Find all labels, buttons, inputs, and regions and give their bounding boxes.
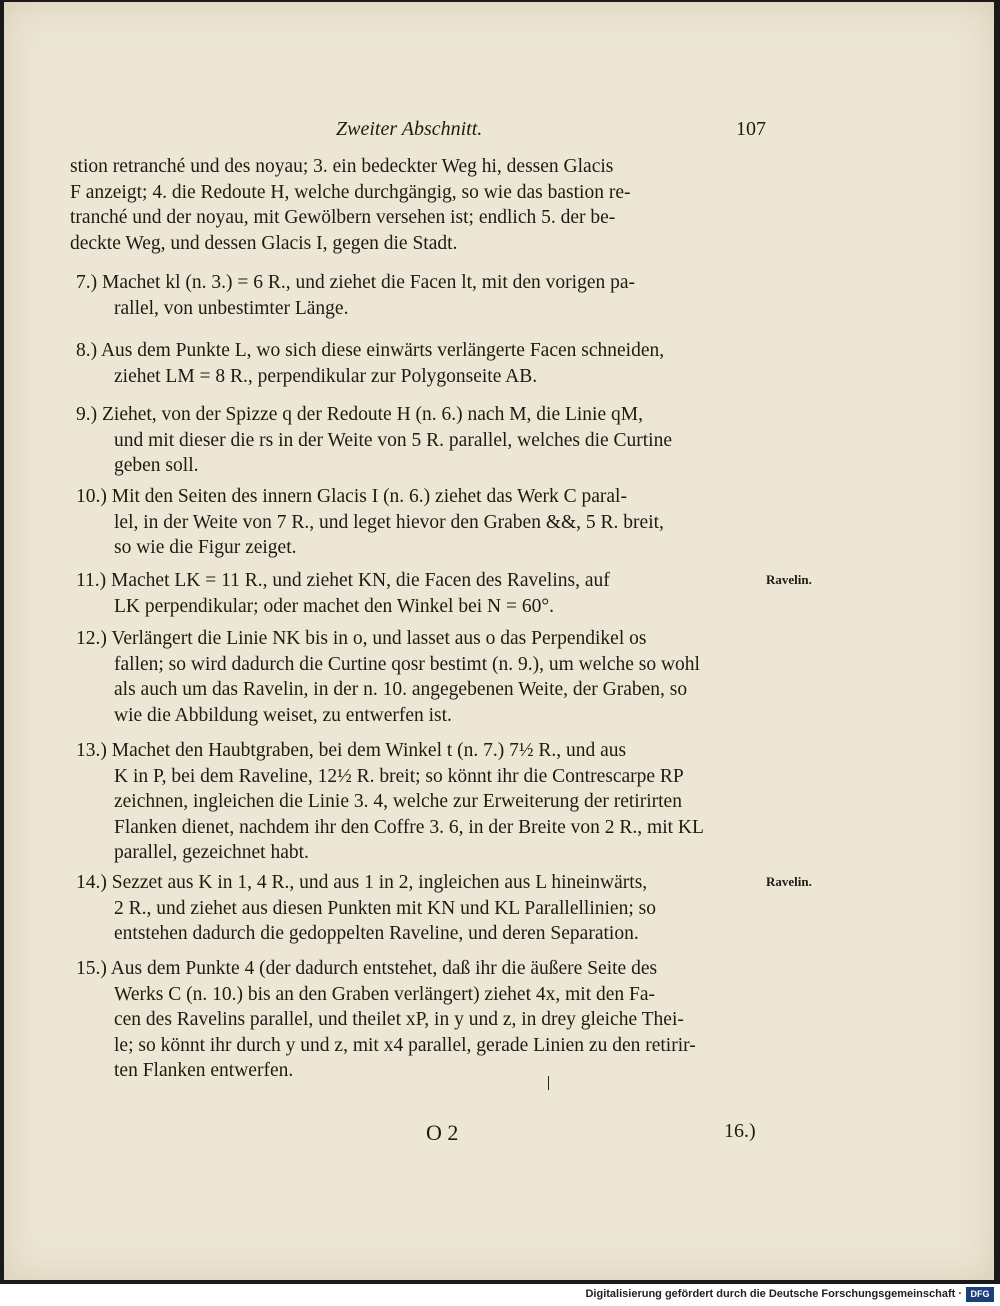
paragraph-line: Werks C (n. 10.) bis an den Graben verlängert) ziehet 4x, mit den Fa- <box>114 983 656 1005</box>
intro-text <box>70 154 770 256</box>
paragraph-line: Machet kl (n. 3.) = 6 R., und ziehet die Facen lt, mit den vorigen pa- <box>102 272 636 293</box>
paragraph-line: 2 R., und ziehet aus diesen Punkten mit KN und KL Parallellinien; so <box>114 897 656 919</box>
credit-text: Digitalisierung gefördert durch die Deutsche Forschungsgemeinschaft · <box>585 1288 962 1300</box>
paragraph-7 <box>76 270 776 321</box>
paragraph-line: LK perpendikular; oder machet den Winkel bei N = 60°. <box>114 595 555 617</box>
paragraph-line: so wie die Figur zeiget. <box>114 537 297 558</box>
paragraph-13 <box>76 738 776 866</box>
paragraph-line: und mit dieser die rs in der Weite von 5 R. parallel, welches die Curtine <box>114 429 673 451</box>
paragraph-line: Mit den Seiten des innern Glacis I (n. 6.) ziehet das Werk C paral- <box>111 486 627 507</box>
paragraph-line: parallel, gezeichnet habt. <box>114 842 309 863</box>
paragraph-12 <box>76 626 776 728</box>
paragraph-8 <box>76 338 776 389</box>
running-head <box>336 118 766 148</box>
paragraph-number: 12.) <box>76 628 107 649</box>
paragraph-number: 14.) <box>76 872 107 893</box>
paragraph-number: 7.) <box>76 272 98 293</box>
paragraph-line: Aus dem Punkte 4 (der dadurch entstehet, daß ihr die äußere Seite des <box>110 958 658 979</box>
paragraph-line: Machet LK = 11 R., und ziehet KN, die Facen des Ravelins, auf <box>111 570 610 591</box>
margin-note-ravelin: Ravelin. <box>766 572 812 587</box>
printer-mark <box>548 1076 549 1090</box>
credit-bar <box>0 1284 1000 1306</box>
margin-note-ravelin: Ravelin. <box>766 874 812 889</box>
paragraph-11 <box>76 568 776 619</box>
intro-line: tranché und der noyau, mit Gewölbern versehen ist; endlich 5. der be- <box>70 207 616 228</box>
paragraph-line: lel, in der Weite von 7 R., und leget hievor den Graben &&, 5 R. breit, <box>114 511 664 533</box>
paragraph-line: ziehet LM = 8 R., perpendikular zur Polygonseite AB. <box>114 365 538 387</box>
paragraph-number: 13.) <box>76 740 107 761</box>
page-number: 107 <box>736 118 766 140</box>
paragraph-line: cen des Ravelins parallel, und theilet xP, in y und z, in drey gleiche Thei- <box>114 1009 684 1030</box>
paragraph-number: 10.) <box>76 486 107 507</box>
paragraph-line: rallel, von unbestimter Länge. <box>114 297 349 319</box>
paragraph-line: geben soll. <box>114 455 199 476</box>
paragraph-number: 11.) <box>76 570 107 591</box>
paragraph-line: Verlängert die Linie NK bis in o, und lasset aus o das Perpendikel os <box>111 628 647 649</box>
paragraph-line: entstehen dadurch die gedoppelten Raveline, und deren Separation. <box>114 923 639 944</box>
paragraph-line: K in P, bei dem Raveline, 12½ R. breit; so könnt ihr die Contrescarpe RP <box>114 765 684 787</box>
intro-line: deckte Weg, und dessen Glacis I, gegen die Stadt. <box>70 232 458 254</box>
paragraph-line: Machet den Haubtgraben, bei dem Winkel t (n. 7.) 7½ R., und aus <box>111 740 627 761</box>
paragraph-10 <box>76 484 776 561</box>
paragraph-line: Ziehet, von der Spizze q der Redoute H (n. 6.) nach M, die Linie qM, <box>102 404 643 425</box>
running-head-title: Zweiter Abschnitt. <box>336 118 483 140</box>
signature-mark: O 2 <box>426 1120 459 1145</box>
paragraph-line: Sezzet aus K in 1, 4 R., und aus 1 in 2, ingleichen aus L hineinwärts, <box>111 872 648 893</box>
paragraph-number: 9.) <box>76 404 98 425</box>
paragraph-line: ten Flanken entwerfen. <box>114 1060 294 1081</box>
paragraph-15 <box>76 956 776 1084</box>
paragraph-line: zeichnen, ingleichen die Linie 3. 4, welche zur Erweiterung der retirirten <box>114 791 682 812</box>
paragraph-line: le; so könnt ihr durch y und z, mit x4 parallel, gerade Linien zu den retirir- <box>114 1034 696 1056</box>
paragraph-14 <box>76 870 776 947</box>
paragraph-line: Aus dem Punkte L, wo sich diese einwärts verlängerte Facen schneiden, <box>100 340 665 361</box>
paragraph-line: Flanken dienet, nachdem ihr den Coffre 3. 6, in der Breite von 2 R., mit KL <box>114 816 704 838</box>
paragraph-number: 15.) <box>76 958 107 979</box>
paragraph-line: wie die Abbildung weiset, zu entwerfen ist. <box>114 704 452 726</box>
intro-line: stion retranché und des noyau; 3. ein bedeckter Weg hi, dessen Glacis <box>70 156 614 177</box>
intro-line: F anzeigt; 4. die Redoute H, welche durchgängig, so wie das bastion re- <box>70 181 631 203</box>
paragraph-number: 8.) <box>76 340 98 361</box>
dfg-logo: DFG <box>966 1287 994 1302</box>
paragraph-line: als auch um das Ravelin, in der n. 10. angegebenen Weite, der Graben, so <box>114 679 688 700</box>
paragraph-line: fallen; so wird dadurch die Curtine qosr bestimt (n. 9.), um welche so wohl <box>114 653 700 675</box>
catchword: 16.) <box>724 1120 756 1142</box>
paragraph-9 <box>76 402 776 479</box>
